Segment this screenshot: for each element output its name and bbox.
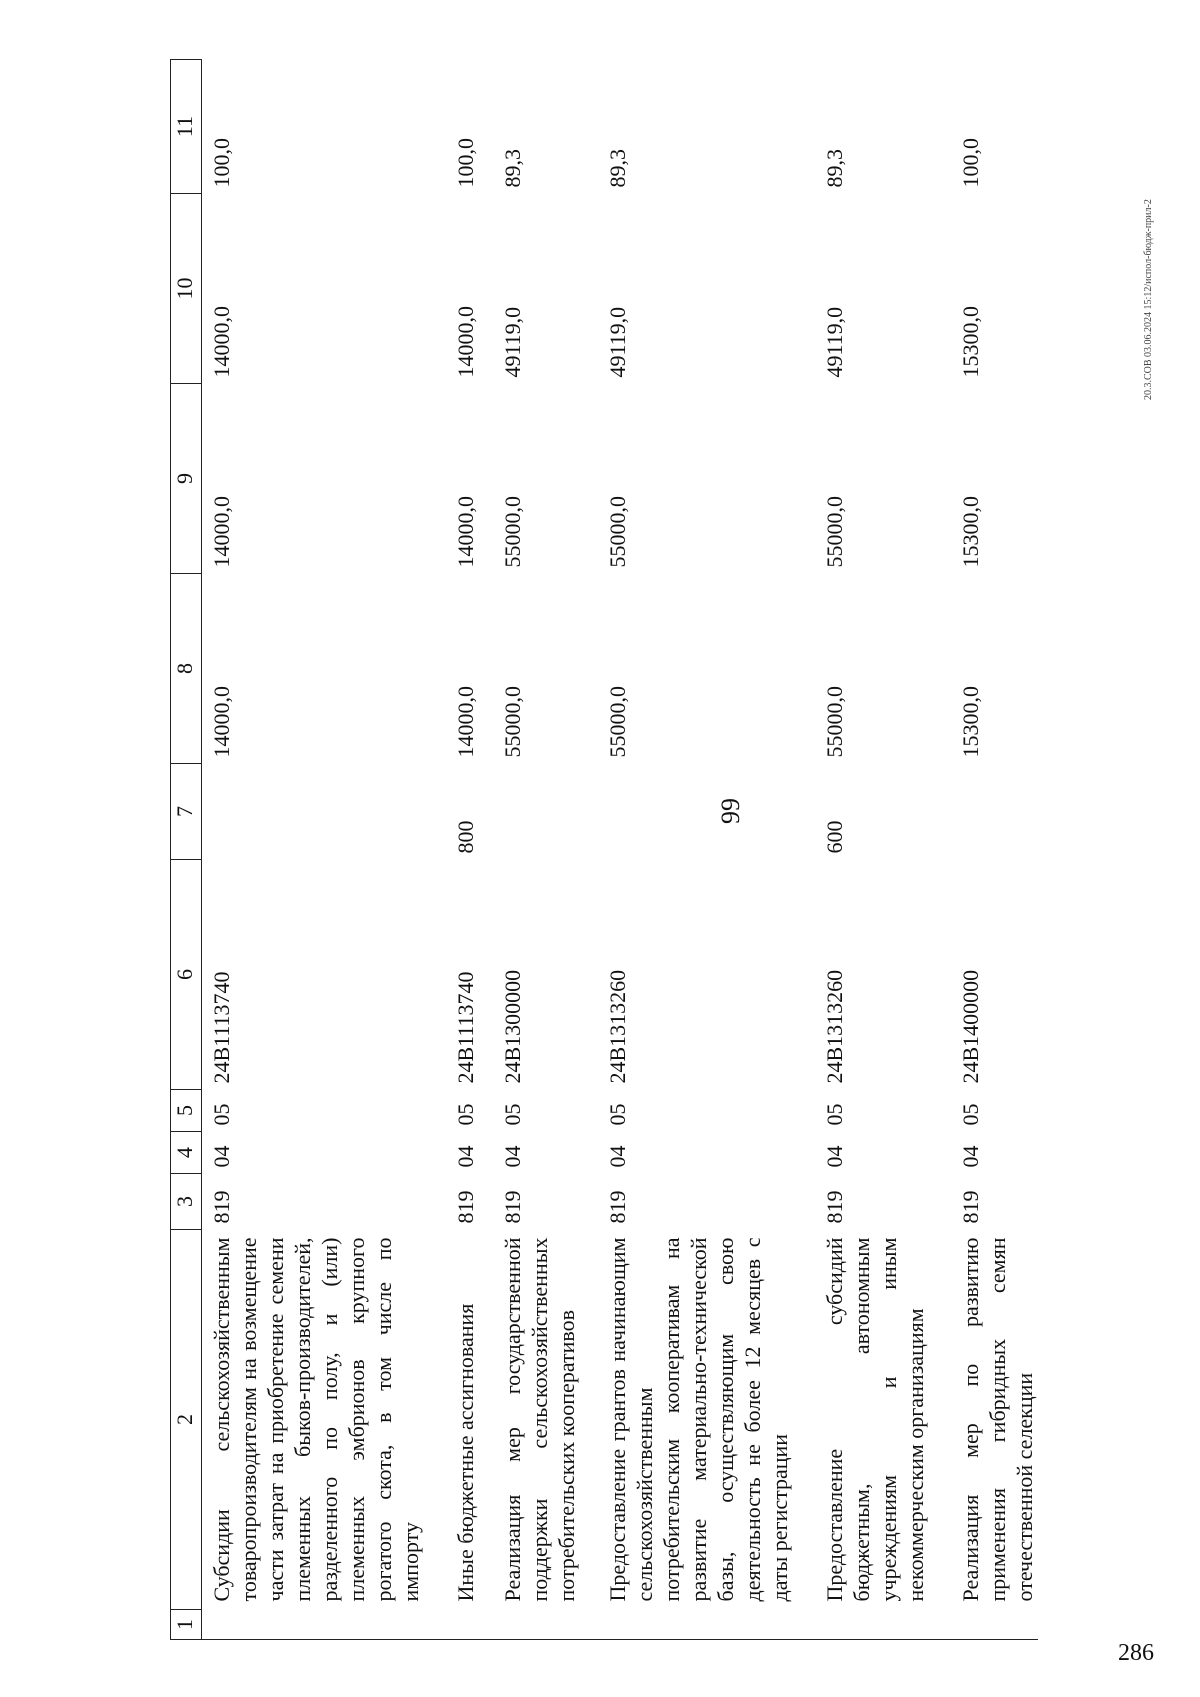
- cell-col-3: 819: [822, 1190, 847, 1224]
- column-header-7: 7: [171, 764, 202, 860]
- cell-col-7: [493, 764, 598, 860]
- cell-col-8: 55000,0: [605, 686, 630, 758]
- cell-col-11: 89,3: [605, 149, 630, 188]
- cell-col-7: 800: [453, 820, 478, 854]
- table-row: [815, 60, 951, 1640]
- row-name: Субсидии сельскохозяйственным товаропроизводителям на возмещение части затрат на приобретение семени племенных быков-производителей, разделенного по полу, и (или) племенных эмбрионов крупного рогатого скота, в том числе по импорту: [209, 1237, 423, 1602]
- cell-col-4: 04: [958, 1145, 983, 1168]
- column-header-4: 4: [171, 1132, 202, 1174]
- cell-col-3: 819: [500, 1190, 525, 1224]
- cell-col-11: 100,0: [958, 138, 983, 188]
- cell-col-10: 49119,0: [822, 306, 847, 378]
- cell-col-11: 100,0: [209, 138, 234, 188]
- cell-col-7: [202, 764, 447, 860]
- cell-col-11: 100,0: [453, 138, 478, 188]
- budget-table: [170, 59, 1038, 1640]
- cell-col-3: 819: [453, 1190, 478, 1224]
- column-header-5: 5: [171, 1090, 202, 1132]
- row-name: Реализация мер государственной поддержки сельскохозяйственных потребительских кооперативов: [500, 1237, 579, 1602]
- cell-col-6: 24В1400000: [958, 969, 983, 1084]
- cell-col-4: 04: [500, 1145, 525, 1168]
- rotated-table-container: [170, 60, 1180, 1640]
- cell-col-1: [202, 1610, 447, 1640]
- cell-col-9: 15300,0: [958, 496, 983, 568]
- cell-col-9: 14000,0: [453, 496, 478, 568]
- cell-col-6: 24В1113740: [453, 971, 478, 1084]
- header-row: [171, 60, 202, 1640]
- table-row: [598, 60, 815, 1640]
- table-body: [202, 60, 1039, 1640]
- cell-col-11: 89,3: [500, 149, 525, 188]
- column-header-9: 9: [171, 384, 202, 574]
- cell-col-9: 55000,0: [822, 496, 847, 568]
- table-row: [493, 60, 598, 1640]
- cell-col-6: 24В1113740: [209, 971, 234, 1084]
- cell-col-3: 819: [209, 1190, 234, 1224]
- cell-col-3: 819: [605, 1190, 630, 1224]
- cell-col-7: 600: [822, 820, 847, 854]
- cell-col-10: 49119,0: [605, 306, 630, 378]
- cell-col-5: 05: [958, 1103, 983, 1126]
- cell-col-5: 05: [605, 1103, 630, 1126]
- cell-col-6: 24В1300000: [500, 969, 525, 1084]
- cell-col-4: 04: [822, 1145, 847, 1168]
- column-header-6: 6: [171, 860, 202, 1090]
- cell-col-11: 89,3: [822, 149, 847, 188]
- cell-col-7: [598, 764, 815, 860]
- column-header-2: 2: [171, 1230, 202, 1610]
- cell-col-4: 04: [209, 1145, 234, 1168]
- cell-col-1: [493, 1610, 598, 1640]
- cell-col-9: 55000,0: [500, 496, 525, 568]
- column-header-1: 1: [171, 1610, 202, 1640]
- cell-col-10: 49119,0: [500, 306, 525, 378]
- cell-col-1: [951, 1610, 1038, 1640]
- cell-col-9: 14000,0: [209, 496, 234, 568]
- cell-col-8: 15300,0: [958, 686, 983, 758]
- row-name: Предоставление субсидий бюджетным, автономным учреждениям и иным некоммерческим организациям: [822, 1237, 928, 1602]
- row-name: Реализация мер по развитию применения гибридных семян отечественной селекции: [958, 1237, 1037, 1602]
- cell-col-8: 14000,0: [453, 686, 478, 758]
- row-name: Иные бюджетные ассигнования: [453, 1303, 478, 1602]
- cell-col-5: 05: [500, 1103, 525, 1126]
- cell-col-7: [951, 764, 1038, 860]
- cell-col-10: 14000,0: [209, 306, 234, 378]
- column-header-10: 10: [171, 194, 202, 384]
- cell-col-1: [446, 1610, 493, 1640]
- column-header-11: 11: [171, 60, 202, 194]
- cell-col-4: 04: [605, 1145, 630, 1168]
- cell-col-6: 24В1313260: [822, 969, 847, 1084]
- cell-col-5: 05: [822, 1103, 847, 1126]
- cell-col-5: 05: [209, 1103, 234, 1126]
- cell-col-3: 819: [958, 1190, 983, 1224]
- row-name: Предоставление грантов начинающим сельскохозяйственным потребительским кооперативам на развитие материально-технической базы, осуществляющим свою деятельность не более 12 месяцев с даты регистрации: [605, 1237, 792, 1602]
- footer-stamp: 20.3.СОВ 03.06.2024 15:12/испол-бюдж-прил-2: [1143, 199, 1154, 400]
- cell-col-1: [815, 1610, 951, 1640]
- cell-col-8: 55000,0: [500, 686, 525, 758]
- cell-col-8: 55000,0: [822, 686, 847, 758]
- page-number-bottom: 286: [1118, 1640, 1154, 1666]
- cell-col-9: 55000,0: [605, 496, 630, 568]
- column-header-8: 8: [171, 574, 202, 764]
- cell-col-10: 14000,0: [453, 306, 478, 378]
- cell-col-10: 15300,0: [958, 306, 983, 378]
- table-row: [951, 60, 1038, 1640]
- cell-col-8: 14000,0: [209, 686, 234, 758]
- cell-col-6: 24В1313260: [605, 969, 630, 1084]
- cell-col-1: [598, 1610, 815, 1640]
- cell-col-4: 04: [453, 1145, 478, 1168]
- table-row: [446, 60, 493, 1640]
- table-row: [202, 60, 447, 1640]
- cell-col-5: 05: [453, 1103, 478, 1126]
- page-number-top: 99: [716, 798, 745, 824]
- column-header-3: 3: [171, 1174, 202, 1230]
